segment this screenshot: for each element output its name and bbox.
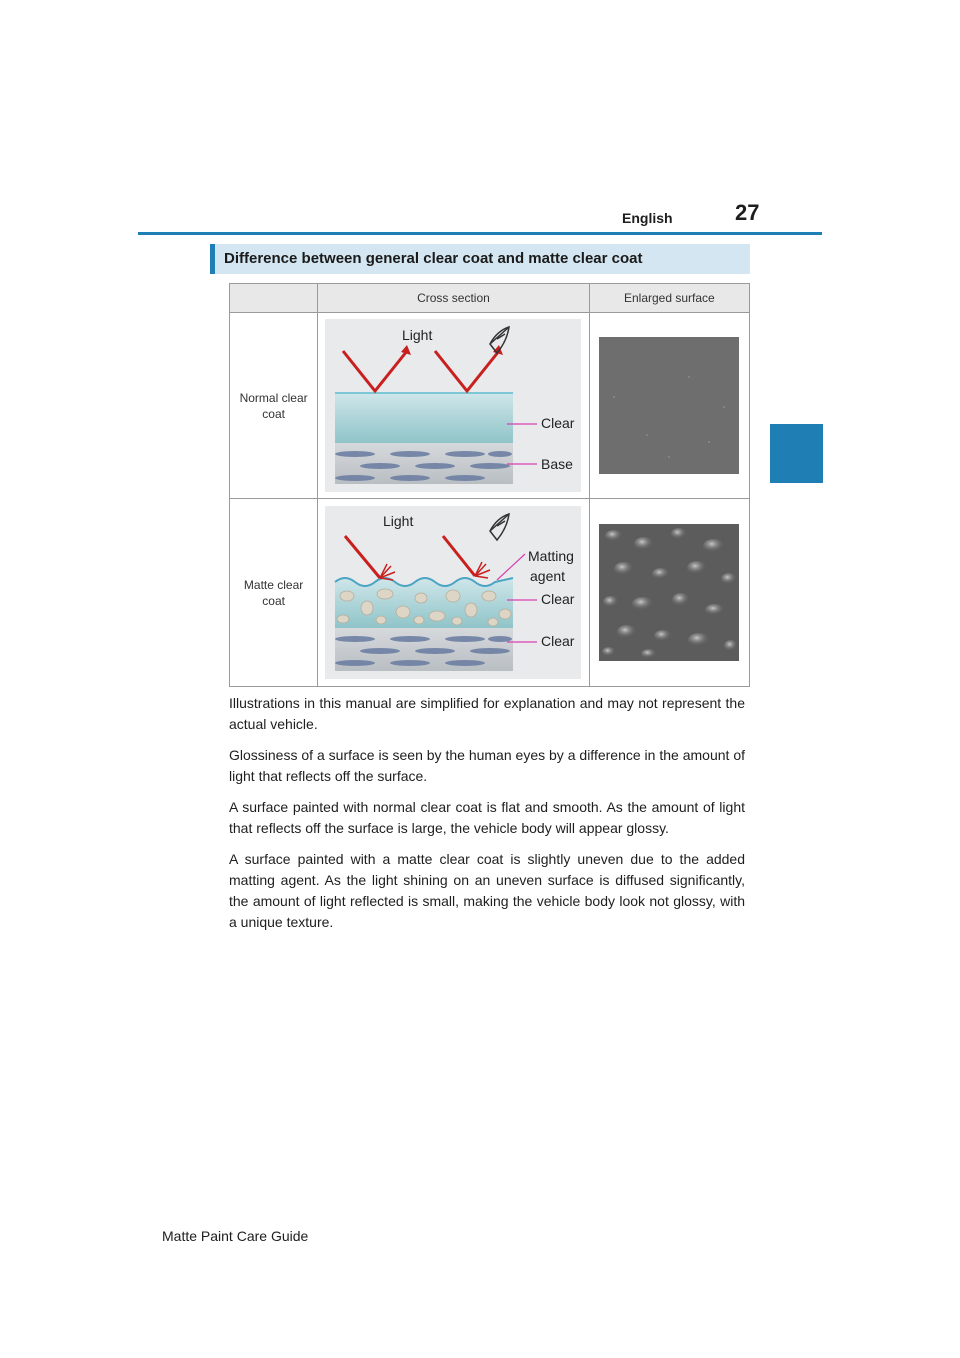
paragraph: Glossiness of a surface is seen by the human eyes by a difference in the amount of light that reflects off the surface. xyxy=(229,747,745,784)
paragraph: A surface painted with a matte clear coat is slightly uneven due to the added matting agent. As the light shining on an uneven surface is diffused significantly, the amount of light reflected is small, making the vehicle body look not glossy, with a unique texture. xyxy=(229,851,745,930)
table-header-enlarged-surface: Enlarged surface xyxy=(589,284,749,313)
section-title-text: Difference between general clear coat and matte clear coat xyxy=(224,250,643,267)
cross-section-normal xyxy=(318,313,589,499)
header-language: English xyxy=(622,210,673,226)
normal-surface-image xyxy=(599,337,739,474)
enlarged-surface-matte xyxy=(589,499,749,687)
table-header-row xyxy=(230,284,750,313)
table-header-cross-section: Cross section xyxy=(318,284,589,313)
normal-cross-section-diagram xyxy=(325,319,581,492)
row-label-line2: coat xyxy=(262,406,285,421)
row-label-line2: coat xyxy=(262,593,285,608)
page-number: 27 xyxy=(735,200,760,225)
paragraph: Illustrations in this manual are simplified for explanation and may not represent the actual vehicle. xyxy=(229,695,745,732)
footer-title: Matte Paint Care Guide xyxy=(162,1228,309,1244)
matte-cross-section-diagram xyxy=(325,506,581,679)
row-label-line1: Normal clear xyxy=(239,390,308,405)
table-header-blank xyxy=(230,284,318,313)
label-clear: Clear xyxy=(541,591,575,607)
label-base: Base xyxy=(541,456,574,472)
label-clear: Clear xyxy=(541,415,575,431)
row-label-matte xyxy=(230,499,318,687)
label-light: Light xyxy=(402,327,433,343)
section-title xyxy=(210,244,750,274)
enlarged-surface-normal xyxy=(589,313,749,499)
body-text xyxy=(229,693,745,943)
table-row xyxy=(230,499,750,687)
row-label-normal xyxy=(230,313,318,499)
cross-section-matte xyxy=(318,499,589,687)
table-row xyxy=(230,313,750,499)
label-light: Light xyxy=(383,513,414,529)
paragraph: A surface painted with normal clear coat is flat and smooth. As the amount of light that reflects off the surface is large, the vehicle body will appear glossy. xyxy=(229,799,745,836)
label-clear-second: Clear xyxy=(541,633,575,649)
row-label-line1: Matte clear xyxy=(243,577,304,592)
label-matting-line1: Matting xyxy=(528,548,575,564)
chapter-tab xyxy=(770,424,823,483)
matte-surface-image xyxy=(599,524,739,661)
header-rule xyxy=(138,232,822,235)
comparison-table xyxy=(229,283,750,687)
label-matting-line2: agent xyxy=(530,568,566,584)
clear-layer xyxy=(335,393,513,443)
